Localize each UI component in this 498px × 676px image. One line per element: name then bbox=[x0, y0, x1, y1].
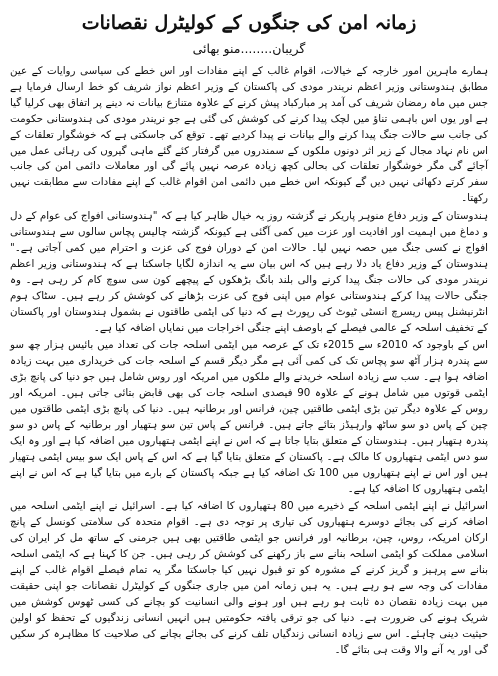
article-byline: گریبان........منو بھائی bbox=[192, 41, 306, 56]
article-paragraph-2: ہندوستان کے وزیر دفاع منوہر پاریکر نے گزشتہ روز یہ خیال ظاہر کیا ہے کہ "ہندوستانی افواج کی عوام کے دل و دماغ میں اہمیت اور افادیت اور عزت میں کمی آگئی ہے کیونکہ گزشتہ چالیس پچاس سالوں سے ہندوستانی افواج نے کسی جنگ میں حصہ نہیں لیا۔ حالات امن کے دوران فوج کی عزت و احترام میں کمی آجاتی ہے۔" ہندوستان کے وزیر دفاع یاد دلا رہے ہیں کہ اس بیان سے یہ اندازہ لگایا جاسکتا ہے کہ ہندوستانی وزیر اعظم نریندر مودی کی حالات جنگ پیدا کرنے والی بلند بانگ بڑھکوں کے پیچھے کون سی سوچ کام کر رہی ہے۔ وہ جنگی حالات پیدا کرکے ہندوستانی عوام میں اپنی فوج کی عزت بڑھانے کی کوشش کر رہے ہیں۔ سٹاک ہوم انٹرنیشنل پیس ریسرچ انسٹی ٹیوٹ کی رپورٹ ہے کہ دنیا کی ایٹمی طاقتوں نے بشمول ہندوستان اور پاکستان کے تخفیف اسلحہ کے عالمی فیصلے کے باوصف اپنے جنگی اخراجات میں نمایاں اضافہ کیا ہے۔ bbox=[10, 210, 488, 334]
article-paragraph-1: ہمارے ماہرین امور خارجہ کے خیالات، اقوام غالب کے اپنے مفادات اور اس خطے کی سیاسی روایات کے عین مطابق ہندوستانی وزیر اعظم نریندر مودی کی پاکستان کے وزیر اعظم نواز شریف کو خط ارسال فرمایا ہے جس میں ماہ رمضان شریف کی آمد پر مبارکباد پیش کرنے کے علاوہ متنازع بیانات نہ دینے پر اتفاق بھی کرلیا گیا ہے اور یوں اس باہمی تناؤ میں لچک پیدا کرنے کی کوشش کی گئی ہے جو نریندر مودی کی ہندوستانی حکومت کی جانب سے حالات جنگ پیدا کرنے والے بیانات نے پیدا کردیے تھے۔ توقع کی جاسکتی ہے کہ خوشگوار تعلقات کے اس نام نہاد مجال کے زیر اثر دونوں ملکوں کے سمندروں میں گرفتار کئے گئے ماہی گیروں کی رہائی عمل میں آجائے گی مگر خوشگوار تعلقات کی بحالی کچھ زیادہ عرصہ نہیں پائے گی اور معاملات دائمی امن کی جانب سفر کرتے دکھائی نہیں دیں گے کیونکہ اس خطے میں دائمی امن اقوام غالب کے اپنے مفادات سے مطابقت نہیں رکھتا۔ bbox=[10, 65, 488, 205]
article-title: زمانہ امن کی جنگوں کے کولیٹرل نقصانات bbox=[81, 12, 417, 34]
article-paragraph-4: اسرائیل نے اپنے ایٹمی اسلحہ کے ذخیرے میں 80 ہتھیاروں کا اضافہ کیا ہے۔ اسرائیل نے اپنے ایٹمی اسلحہ میں اضافہ کرنے کی بجائے دوسرے ہتھیاروں کی تیاری پر توجہ دی ہے۔ اقوام متحدہ کی سلامتی کونسل کے پانچ ارکان امریکہ، روس، چین، برطانیہ اور فرانس جو ایٹمی طاقتیں بھی ہیں جرمنی کے ساتھ مل کر ایران کی اسلامی مملکت کو ایٹمی اسلحہ بنانے سے باز رکھنے کی کوشش کر رہی ہیں۔ جن کا کہنا ہے کہ ایٹمی اسلحہ بنانے سے پرہیز و گریز کرنے کے مشورہ کو تو قبول نہیں کیا جاسکتا مگر یہ تمام فیصلے اقوام غالب کے اپنے مفادات کی وجہ سے ہو رہے ہیں۔ یہ ہیں زمانہ امن میں جاری جنگوں کے کولیٹرل نقصانات جو اپنی حقیقت میں بہت زیادہ نقصان دہ ثابت ہو رہے ہیں اور ہونے والی انسانیت کو بچانے کی کسی ٹھوس کوشش میں شریک ہونے کی ضرورت ہے۔ دنیا کی جو ترقی یافتہ حکومتیں ہیں انہیں انسانی زندگیوں کے تحفظ کو اولین حیثیت دینی چاہئے۔ اس سے زیادہ انسانی زندگیاں تلف کرنے کی بجائے بچانے کی صلاحیت کا مظاہرہ کر سکیں گی اور یہ آنے والا وقت ہی بتائے گا۔ bbox=[10, 500, 488, 656]
article-paragraph-3: اس کے باوجود کہ 2010ء سے 2015ء تک کے عرصہ میں ایٹمی اسلحہ جات کی تعداد میں بائیس ہزار چھ سو سے پندرہ ہزار آٹھ سو پچاس تک کی کمی آئی ہے مگر دیگر قسم کے اسلحہ جات کی خریداری میں بہت زیادہ اضافہ ہوا ہے۔ سب سے زیادہ اسلحہ خریدنے والے ملکوں میں امریکہ اور روس شامل ہیں جو دنیا کی پانچ بڑی ایٹمی قوتوں میں شامل ہونے کے علاوہ 90 فیصدی اسلحہ جات کی بھی قابض بتائی جاتی ہیں۔ امریکہ اور روس کے علاوہ دیگر تین بڑی ایٹمی طاقتیں چین، فرانس اور برطانیہ ہیں۔ دنیا کی پانچ بڑی ایٹمی طاقتوں میں چین کے پاس دو سو ساٹھ وارہیڈز بتائے جاتے ہیں۔ فرانس کے پاس تین سو ہتھیار اور برطانیہ کے پاس دو سو پندرہ ہتھیار ہیں۔ ہندوستان کے متعلق بتایا جاتا ہے کہ اس نے اپنے ایٹمی ہتھیاروں میں اضافہ کیا ہے اور وہ ایک سو دس ایٹمی ہتھیاروں کا مالک ہے۔ پاکستان کے متعلق بتایا گیا ہے کہ اس کے پاس ایک سو بیس ایٹمی ہتھیار ہیں اور اس نے اپنے ہتھیاروں میں 100 تک اضافہ کیا ہے جبکہ پاکستان کے بارے میں بتایا گیا ہے کہ اس نے اپنے ایٹمی ہتھیاروں کا اضافہ کیا ہے۔ bbox=[10, 339, 488, 495]
article-body bbox=[10, 64, 488, 659]
